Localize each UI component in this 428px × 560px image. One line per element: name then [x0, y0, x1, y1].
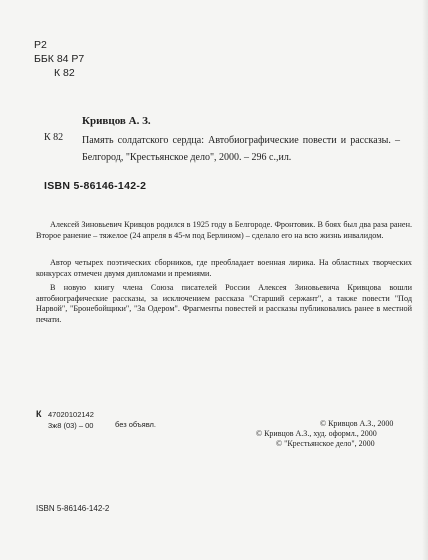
catalog-code: К 82 — [44, 132, 64, 143]
annotation-paragraph: Алексей Зиновьевич Кривцов родился в 1925 году в Белгороде. Фронтовик. В боях был два раза ранен. Второе ранение – тяжелое (24 апреля в 45-м под Берлином) – сделало его на всю жизнь инвалидом. — [36, 220, 412, 240]
bibliographic-entry: Память солдатского сердца: Автобиографические повести и рассказы. – Белгород, "Крестьянское дело", 2000. – 296 с.,ил. — [82, 135, 400, 163]
copyright-line: © "Крестьянское дело", 2000 — [276, 439, 375, 448]
isbn-bottom: ISBN 5-86146-142-2 — [36, 504, 110, 513]
copyright-block — [256, 419, 412, 449]
author-heading: Кривцов А. З. — [82, 115, 151, 127]
code-series: 3ж8 (03) – 00 — [48, 421, 94, 430]
copyright-line: © Кривцов А.З., худ. оформл., 2000 — [256, 429, 377, 438]
page-edge — [422, 0, 428, 560]
classification-block — [34, 38, 84, 80]
code-number: 47020102142 — [48, 410, 94, 419]
code-block — [48, 409, 94, 431]
no-price-note: без объявл. — [115, 420, 156, 429]
annotation-paragraph: Автор четырех поэтических сборников, где преобладает военная лирика. На областных творческих конкурсах отмечен двумя дипломами и премиями. — [36, 258, 412, 278]
bar-letter: К — [36, 409, 42, 419]
isbn-main: ISBN 5-86146-142-2 — [44, 180, 147, 192]
copyright-line: © Кривцов А.З., 2000 — [320, 419, 394, 428]
annotation-paragraph: В новую книгу члена Союза писателей России Алексея Зиновьевича Кривцова вошли автобиографические рассказы, за исключением рассказа "Старший сержант", а также повести "Под Нарвой", "Бронебойщики", "За Одером". Фрагменты повестей и рассказы публиковались ранее в местной печати. — [36, 283, 412, 324]
classification-code: К 82 — [54, 67, 75, 79]
classification-code: ББК 84 Р7 — [34, 53, 85, 65]
classification-code: Р2 — [34, 39, 47, 51]
